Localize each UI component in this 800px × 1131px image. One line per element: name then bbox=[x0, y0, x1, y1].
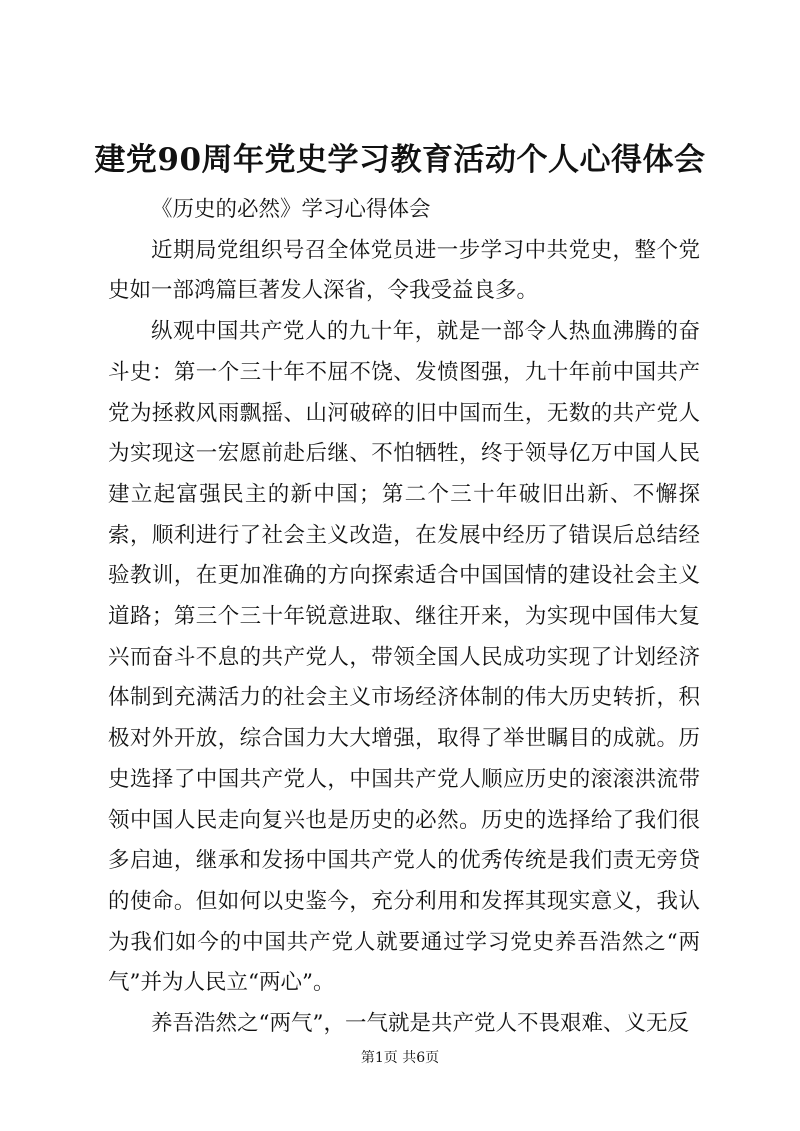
document-body bbox=[108, 190, 700, 1045]
history-paragraph: 纵观中国共产党人的九十年，就是一部令人热血沸腾的奋斗史：第一个三十年不屈不饶、发愤图强，九十年前中国共产党为拯救风雨飘摇、山河破碎的旧中国而生，无数的共产党人为实现这一宏愿前赴后继、不怕牺牲，终于领导亿万中国人民建立起富强民主的新中国；第二个三十年破旧出新、不懈探索，顺利进行了社会主义改造，在发展中经历了错误后总结经验教训，在更加准确的方向探索适合中国国情的建设社会主义道路；第三个三十年锐意进取、继往开来，为实现中国伟大复兴而奋斗不息的共产党人，带领全国人民成功实现了计划经济体制到充满活力的社会主义市场经济体制的伟大历史转折，积极对外开放，综合国力大大增强，取得了举世瞩目的成就。历史选择了中国共产党人，中国共产党人顺应历史的滚滚洪流带领中国人民走向复兴也是历史的必然。历史的选择给了我们很多启迪，继承和发扬中国共产党人的优秀传统是我们责无旁贷的使命。但如何以史鉴今，充分利用和发挥其现实意义，我认为我们如今的中国共产党人就要通过学习党史养吾浩然之“两气”并为人民立“两心”。 bbox=[108, 319, 700, 996]
document-title: 建党90周年党史学习教育活动个人心得体会 bbox=[94, 142, 706, 178]
two-qi-paragraph: 养吾浩然之“两气”，一气就是共产党人不畏艰难、义无反 bbox=[151, 1011, 689, 1037]
intro-paragraph: 近期局党组织号召全体党员进一步学习中共党史，整个党史如一部鸿篇巨著发人深省，令我受益良多。 bbox=[108, 237, 700, 304]
subtitle-paragraph: 《历史的必然》学习心得体会 bbox=[151, 197, 431, 222]
page-footer: 第1页 共6页 bbox=[360, 1050, 440, 1066]
